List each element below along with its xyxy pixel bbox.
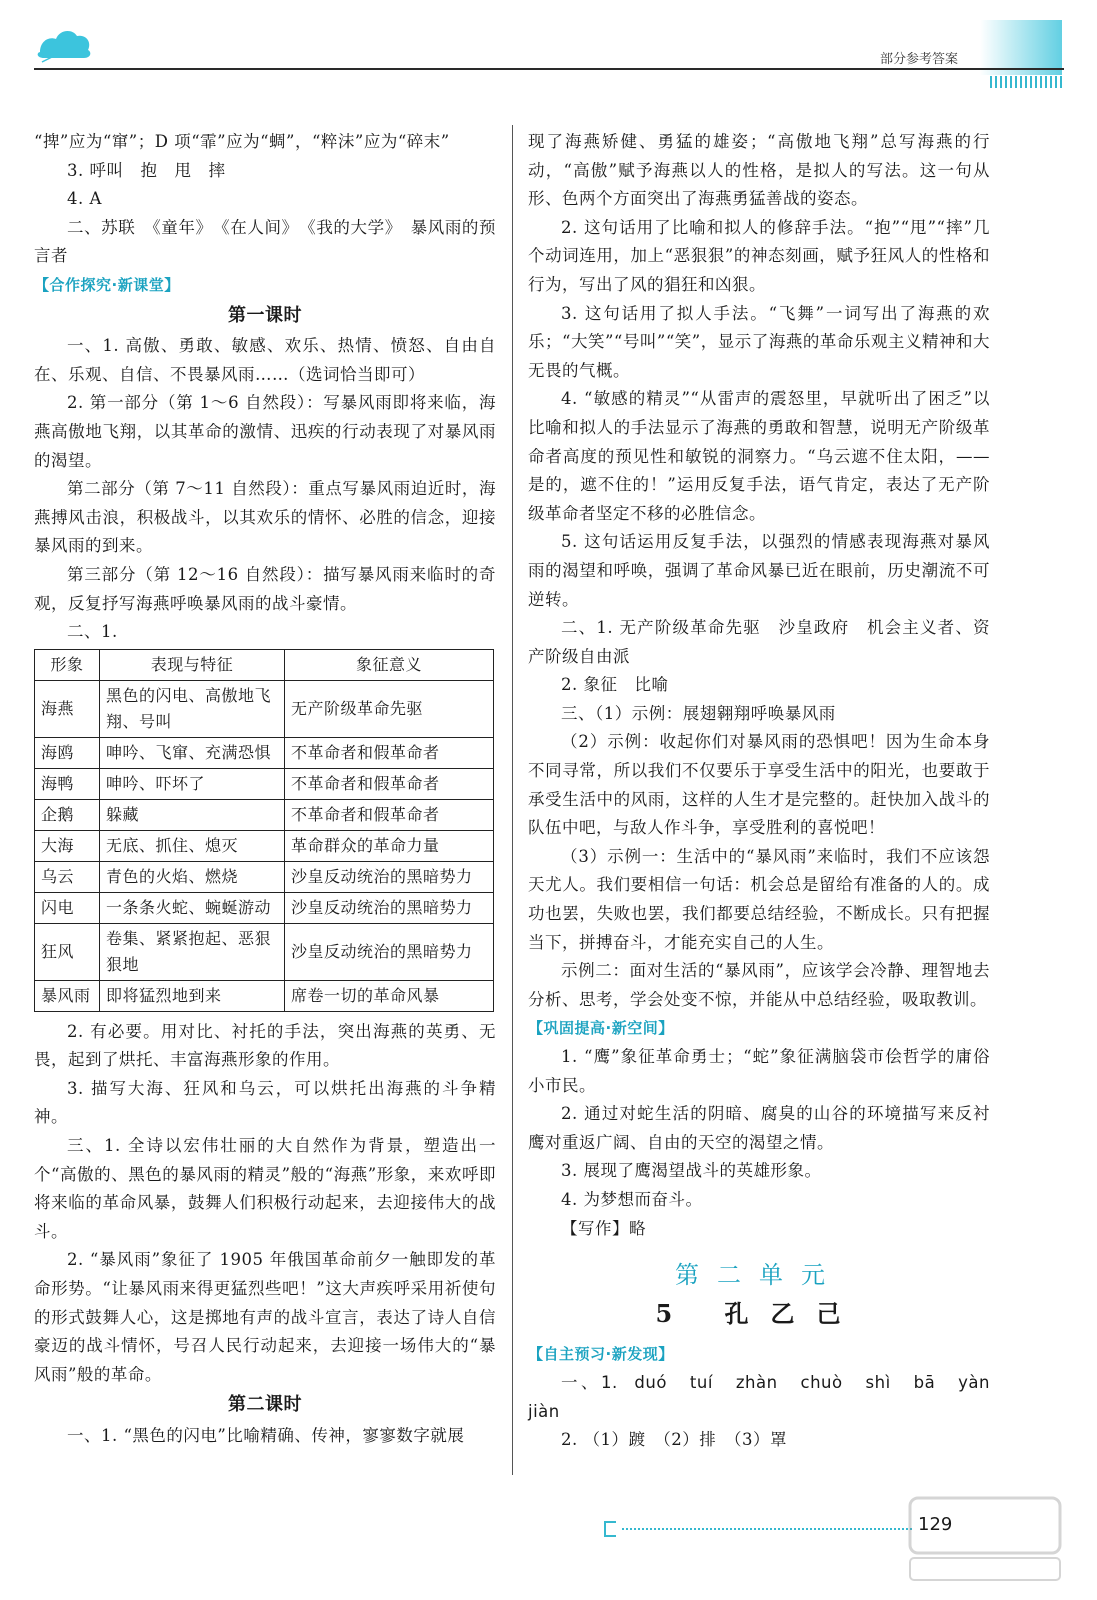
answer-text: 2. 这句话用了比喻和拟人的修辞手法。“抱”“甩”“摔”几个动词连用，加上“恶狠狠”的神态刻画，赋予狂风人的性格和行为，写出了风的猖狂和凶狠。 (528, 217, 990, 294)
answer-text: 【写作】略 (561, 1218, 646, 1238)
table-cell: 海鸭 (35, 768, 100, 799)
section-heading: 【巩固提高·新空间】 (528, 1019, 674, 1038)
answer-text: 2. （1）踱 （2）排 （3）罩 (561, 1430, 787, 1450)
table-row (35, 923, 494, 980)
left-column (34, 128, 496, 1451)
table-row (35, 980, 494, 1011)
table-cell: 一条条火蛇、蜿蜒游动 (100, 892, 285, 923)
table-cell: 无产阶级革命先驱 (285, 680, 494, 737)
answer-text: 5. 这句话运用反复手法，以强烈的情感表现海燕对暴风雨的渴望和呼唤，强调了革命风暴已近在眼前，历史潮流不可逆转。 (528, 532, 990, 609)
table-cell: 青色的火焰、燃烧 (100, 861, 285, 892)
answer-text: 二、苏联 《童年》 《在人间》 《我的大学》 暴风雨的预言者 (34, 217, 496, 266)
unit-title: 第二单元 (675, 1261, 843, 1290)
answer-text: （2）示例：收起你们对暴风雨的恐惧吧！因为生命本身不同寻常，所以我们不仅要乐于享受生活中的阳光，也要敢于承受生活中的风雨，这样的人生才是完整的。赶快加入战斗的队伍中吧，与敌人作斗争，享受胜利的喜悦吧！ (528, 732, 990, 838)
pinyin-answer: 一、1. duó tuí zhàn chuò shì bā yàn jiàn (528, 1372, 1007, 1421)
table-cell: 暴风雨 (35, 980, 100, 1011)
table-cell: 海鸥 (35, 737, 100, 768)
table-cell: 狂风 (35, 923, 100, 980)
table-header: 形象 (35, 649, 100, 680)
table-cell: 躲藏 (100, 799, 285, 830)
answer-text: 4. 为梦想而奋斗。 (561, 1189, 703, 1209)
answer-text: 一、1. 高傲、勇敢、敏感、欢乐、热情、愤怒、自由自在、乐观、自信、不畏暴风雨……（选词恰当即可） (34, 336, 496, 384)
lesson-heading: 第二课时 (228, 1394, 302, 1416)
table-cell: 不革命者和假革命者 (285, 737, 494, 768)
table-cell: 企鹅 (35, 799, 100, 830)
table-cell: 呻吟、吓坏了 (100, 768, 285, 799)
answer-text: 二、1. 无产阶级革命先驱 沙皇政府 机会主义者、资产阶级自由派 (528, 618, 990, 666)
answer-text: 1. “鹰”象征革命勇士；“蛇”象征满脑袋市侩哲学的庸俗小市民。 (528, 1047, 990, 1095)
header-rule (34, 68, 1064, 70)
table-cell: 卷集、紧紧抱起、恶狠狠地 (100, 923, 285, 980)
lesson-title: 5 孔乙己 (655, 1298, 863, 1328)
section-heading: 【自主预习·新发现】 (528, 1345, 674, 1364)
table-cell: 无底、抓住、熄灭 (100, 830, 285, 861)
answer-text: 2. 第一部分（第 1～6 自然段）：写暴风雨即将来临，海燕高傲地飞翔，以其革命的激情、迅疾的行动表现了对暴风雨的渴望。 (34, 393, 496, 470)
answer-text: 2. 有必要。用对比、衬托的手法，突出海燕的英勇、无畏，起到了烘托、丰富海燕形象的作用。 (34, 1021, 496, 1070)
answer-text: 一、1. “黑色的闪电”比喻精确、传神，寥寥数字就展 (67, 1426, 465, 1445)
table-row (35, 830, 494, 861)
table-header: 象征意义 (285, 649, 494, 680)
table-row (35, 680, 494, 737)
table-row (35, 861, 494, 892)
answer-text: 三、1. 全诗以宏伟壮丽的大自然作为背景，塑造出一个“高傲的、黑色的暴风雨的精灵”般的“海燕”形象，来欢呼即将来临的革命风暴，鼓舞人们积极行动起来，去迎接伟大的战斗。 (34, 1136, 496, 1241)
answer-text: （3）示例一：生活中的“暴风雨”来临时，我们不应该怨天尤人。我们要相信一句话：机会总是留给有准备的人的。成功也罢，失败也罢，我们都要总结经验，不断成长。只有把握当下，拼搏奋斗，才能充实自己的人生。 (528, 846, 990, 952)
right-column (528, 128, 1007, 1455)
page-header (0, 0, 1097, 95)
answer-text: 4. A (67, 189, 102, 209)
table-cell: 沙皇反动统治的黑暗势力 (285, 861, 494, 892)
answer-text: 第二部分（第 7～11 自然段）：重点写暴风雨迫近时，海燕搏风击浪，积极战斗，以其欢乐的情怀、必胜的信念，迎接暴风雨的到来。 (34, 479, 496, 556)
table-cell: 海燕 (35, 680, 100, 737)
table-cell: 乌云 (35, 861, 100, 892)
table-cell: 革命群众的革命力量 (285, 830, 494, 861)
lesson-heading: 第一课时 (228, 304, 302, 326)
answer-text: 3. 这句话用了拟人手法。“飞舞”一词写出了海燕的欢乐；“大笑”“号叫”“笑”，显示了海燕的革命乐观主义精神和大无畏的气概。 (528, 303, 990, 380)
table-row (35, 892, 494, 923)
header-accent-block (980, 20, 1062, 75)
answer-text: 2. 象征 比喻 (561, 675, 669, 695)
answer-text: 二、1. (67, 622, 118, 642)
table-cell: 不革命者和假革命者 (285, 768, 494, 799)
answer-text: 3. 描写大海、狂风和乌云，可以烘托出海燕的斗争精神。 (34, 1078, 496, 1127)
table-cell: 黑色的闪电、高傲地飞翔、号叫 (100, 680, 285, 737)
table-cell: 呻吟、飞窜、充满恐惧 (100, 737, 285, 768)
table-row (35, 799, 494, 830)
table-cell: 闪电 (35, 892, 100, 923)
watermark-logo-icon (905, 1490, 1065, 1585)
table-row (35, 737, 494, 768)
table-header: 表现与特征 (100, 649, 285, 680)
table-cell: 即将猛烈地到来 (100, 980, 285, 1011)
table-header-row (35, 649, 494, 680)
footer-bracket-icon (604, 1521, 616, 1537)
answer-text: 4. “敏感的精灵”“从雷声的震怒里，早就听出了困乏”以比喻和拟人的手法显示了海燕的勇敢和智慧，说明无产阶级革命者高度的预见性和敏锐的洞察力。“乌云遮不住太阳，——是的，遮不住的！”运用反复手法，语气肯定，表达了无产阶级革命者坚定不移的必胜信念。 (528, 389, 990, 523)
column-divider (512, 125, 513, 1475)
table-cell: 大海 (35, 830, 100, 861)
table-cell: 不革命者和假革命者 (285, 799, 494, 830)
header-label: 部分参考答案 (880, 52, 959, 67)
table-cell: 沙皇反动统治的黑暗势力 (285, 923, 494, 980)
cloud-logo-icon (34, 22, 94, 64)
answer-text: 3. 展现了鹰渴望战斗的英雄形象。 (561, 1161, 822, 1181)
table-cell: 沙皇反动统治的黑暗势力 (285, 892, 494, 923)
answer-text: 2. “暴风雨”象征了 1905 年俄国革命前夕一触即发的革命形势。“让暴风雨来得更猛烈些吧！”这大声疾呼采用祈使句的形式鼓舞人心，这是掷地有声的战斗宣言，表达了诗人自信豪迈的战斗情怀，号召人民行动起来，去迎接一场伟大的“暴风雨”般的革命。 (34, 1250, 496, 1384)
symbol-table (34, 649, 494, 1012)
table-cell: 席卷一切的革命风暴 (285, 980, 494, 1011)
page-number: 129 (918, 1514, 953, 1535)
answer-text: 三、（1）示例：展翅翱翔呼唤暴风雨 (561, 703, 836, 723)
answer-text: 第三部分（第 12～16 自然段）：描写暴风雨来临时的奇观，反复抒写海燕呼唤暴风雨的战斗豪情。 (34, 564, 496, 613)
answer-text: 2. 通过对蛇生活的阴暗、腐臭的山谷的环境描写来反衬鹰对重返广阔、自由的天空的渴望之情。 (528, 1104, 990, 1152)
footer-dotted-rule (622, 1528, 912, 1530)
header-ticks (990, 76, 1062, 88)
answer-text: 3. 呼叫 抱 甩 摔 (67, 160, 226, 180)
table-row (35, 768, 494, 799)
answer-text: 示例二：面对生活的“暴风雨”，应该学会冷静、理智地去分析、思考，学会处变不惊，并能从中总结经验，吸取教训。 (528, 961, 990, 1009)
section-heading: 【合作探究·新课堂】 (34, 275, 180, 294)
answer-text: 现了海燕矫健、勇猛的雄姿；“高傲地飞翔”总写海燕的行动，“高傲”赋予海燕以人的性格，是拟人的写法。这一句从形、色两个方面突出了海燕勇猛善战的姿态。 (528, 132, 990, 209)
answer-text: “捭”应为“窜”；D 项“霏”应为“蜩”，“粹沫”应为“碎末” (34, 132, 450, 151)
